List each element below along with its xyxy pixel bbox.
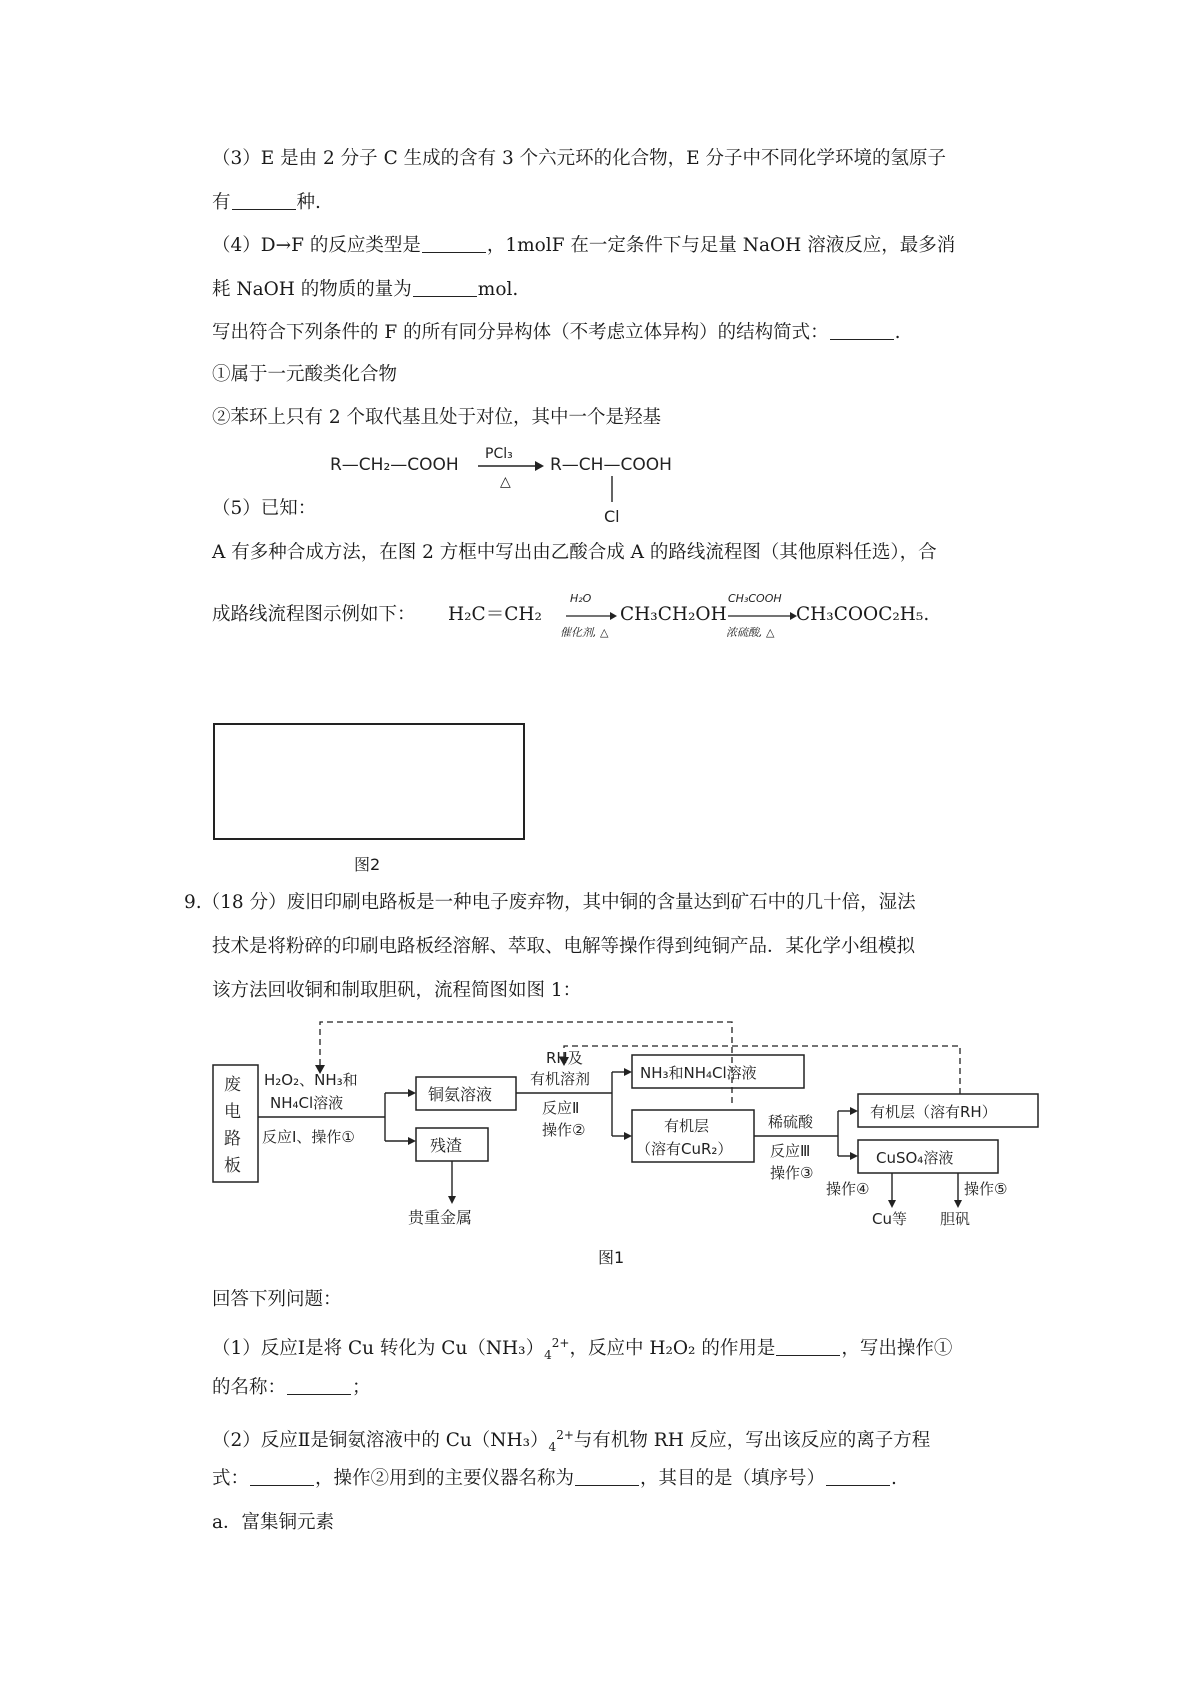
condition-1: ①属于一元酸类化合物 bbox=[212, 364, 398, 385]
arrowhead bbox=[448, 1196, 456, 1204]
start-char: 废 bbox=[224, 1075, 241, 1095]
copper-ammonia-label: 铜氨溶液 bbox=[428, 1085, 493, 1104]
arrowhead bbox=[624, 1068, 632, 1076]
arrowhead bbox=[954, 1200, 962, 1208]
op4-label: 操作④ bbox=[826, 1180, 870, 1198]
arrowhead bbox=[408, 1137, 416, 1145]
sub2-line2 bbox=[212, 1466, 897, 1492]
example-prefix: 成路线流程图示例如下： bbox=[212, 604, 416, 625]
answer-blank[interactable] bbox=[287, 1376, 351, 1395]
op5-label: 操作⑤ bbox=[964, 1180, 1008, 1198]
recycle-dashed-line-2 bbox=[564, 1046, 960, 1094]
reagent1-line1: H₂O₂、NH₃和 bbox=[264, 1071, 358, 1089]
reaction-reactant: R—CH₂—COOH bbox=[330, 455, 459, 475]
sub1-line2-prefix: 的名称： bbox=[212, 1377, 287, 1398]
reagent1-line2: NH₄Cl溶液 bbox=[270, 1094, 344, 1112]
sub2-line1 bbox=[212, 1422, 930, 1460]
ion-subscript: 4 bbox=[548, 1439, 557, 1454]
answer-blank[interactable] bbox=[413, 278, 477, 297]
q4-line2-suffix: mol. bbox=[477, 279, 519, 300]
answer-blank[interactable] bbox=[826, 1467, 890, 1486]
arrowhead bbox=[850, 1152, 858, 1160]
fig2-answer-box[interactable] bbox=[213, 723, 525, 840]
answer-intro: 回答下列问题： bbox=[212, 1289, 342, 1310]
q3-line2-prefix: 有 bbox=[212, 192, 231, 213]
isomer-line-prefix: 写出符合下列条件的 F 的所有同分异构体（不考虑立体异构）的结构简式： bbox=[212, 322, 829, 343]
q9-line3: 该方法回收铜和制取胆矾，流程简图如图 1： bbox=[212, 980, 582, 1001]
sub1-line1 bbox=[212, 1330, 952, 1368]
sub2-line2-prefix: 式： bbox=[212, 1468, 250, 1489]
sub1-line2 bbox=[212, 1375, 371, 1401]
example-reagent-1: H₂O bbox=[570, 592, 592, 605]
answer-blank[interactable] bbox=[250, 1467, 314, 1486]
cu-product-label: Cu等 bbox=[872, 1210, 907, 1228]
organic-layer-2-label: 有机层（溶有RH） bbox=[870, 1103, 997, 1121]
fig1-caption: 图1 bbox=[598, 1248, 625, 1267]
arrowhead bbox=[624, 1132, 632, 1140]
nh3-solution-label: NH₃和NH₄Cl溶液 bbox=[640, 1064, 757, 1082]
q3-line2-suffix: 种. bbox=[296, 192, 321, 213]
organic-layer-1-line2: （溶有CuR₂） bbox=[636, 1140, 733, 1158]
example-species-1: H₂C＝CH₂ bbox=[448, 604, 542, 625]
example-condition-1: 催化剂, △ bbox=[560, 626, 609, 639]
fig2-caption: 图2 bbox=[354, 855, 381, 874]
step3-line1: 反应Ⅲ bbox=[770, 1142, 811, 1160]
reaction-reagent: PCl₃ bbox=[485, 446, 513, 462]
ion-subscript: 4 bbox=[544, 1347, 552, 1362]
arrowhead bbox=[408, 1089, 416, 1097]
answer-blank[interactable] bbox=[422, 234, 486, 253]
known-reaction-diagram bbox=[320, 440, 740, 530]
ion-superscript: 2+ bbox=[556, 1428, 574, 1442]
q4-line1-suffix: ，1molF 在一定条件下与足量 NaOH 溶液反应，最多消 bbox=[486, 235, 956, 256]
sub2-line2-mid2: ，其目的是（填序号） bbox=[640, 1468, 826, 1489]
reagent3-label: 稀硫酸 bbox=[768, 1113, 814, 1131]
reaction-arrowhead bbox=[535, 461, 544, 471]
start-char: 板 bbox=[224, 1156, 241, 1176]
known-label: （5）已知： bbox=[212, 498, 317, 519]
q9-line2: 技术是将粉碎的印刷电路板经溶解、萃取、电解等操作得到纯铜产品．某化学小组模拟 bbox=[212, 936, 916, 957]
isomer-line-suffix: . bbox=[894, 322, 901, 343]
reaction-chlorine: Cl bbox=[604, 507, 620, 526]
start-char: 路 bbox=[224, 1129, 241, 1149]
q9-line1: 9.（18 分）废旧印刷电路板是一种电子废弃物，其中铜的含量达到矿石中的几十倍，湿法 bbox=[184, 892, 916, 913]
residue-label: 残渣 bbox=[430, 1136, 463, 1155]
sub1-line2-suffix: ； bbox=[352, 1377, 371, 1398]
sub1-middle: ，反应中 H₂O₂ 的作用是 bbox=[569, 1338, 776, 1360]
q3-line2 bbox=[212, 190, 321, 216]
example-arrow-1 bbox=[560, 590, 622, 642]
q4-line1 bbox=[212, 233, 955, 259]
cuso4-label: CuSO₄溶液 bbox=[876, 1149, 954, 1167]
answer-blank[interactable] bbox=[575, 1467, 639, 1486]
start-char: 电 bbox=[224, 1102, 241, 1122]
reaction-condition: △ bbox=[500, 474, 511, 490]
step3-line2: 操作③ bbox=[770, 1164, 814, 1182]
reagent2-line2: 有机溶剂 bbox=[530, 1070, 591, 1088]
condition-2: ②苯环上只有 2 个取代基且处于对位，其中一个是羟基 bbox=[212, 407, 662, 428]
q4-line2-prefix: 耗 NaOH 的物质的量为 bbox=[212, 279, 412, 300]
example-species-3: CH₃COOC₂H₅. bbox=[796, 604, 930, 625]
reaction-product: R—CH—COOH bbox=[550, 455, 672, 475]
precious-metal-label: 贵重金属 bbox=[408, 1208, 473, 1227]
answer-blank[interactable] bbox=[776, 1337, 840, 1356]
example-arrow-2 bbox=[722, 590, 802, 642]
example-species-2: CH₃CH₂OH bbox=[620, 604, 727, 625]
sub2-prefix: （2）反应Ⅱ是铜氨溶液中的 Cu（NH₃） bbox=[212, 1430, 549, 1452]
recycle-dashed-line-1 bbox=[320, 1022, 732, 1103]
answer-blank[interactable] bbox=[232, 191, 296, 210]
flow-diagram bbox=[200, 1010, 1080, 1230]
sub1-suffix: ，写出操作① bbox=[841, 1338, 953, 1360]
arrowhead bbox=[610, 612, 617, 620]
sub2-line2-suffix: . bbox=[891, 1468, 897, 1489]
step2-line1: 反应Ⅱ bbox=[542, 1099, 580, 1117]
sub2-line2-mid1: ，操作②用到的主要仪器名称为 bbox=[315, 1468, 575, 1489]
q4-line2 bbox=[212, 277, 518, 303]
step1-label: 反应Ⅰ、操作① bbox=[262, 1128, 355, 1146]
sub1-prefix: （1）反应Ⅰ是将 Cu 转化为 Cu（NH₃） bbox=[212, 1338, 545, 1360]
organic-layer-1-line1: 有机层 bbox=[664, 1117, 710, 1135]
q5-line1: A 有多种合成方法，在图 2 方框中写出由乙酸合成 A 的路线流程图（其他原料任选），合 bbox=[212, 542, 937, 563]
example-condition-2: 浓硫酸, △ bbox=[726, 626, 775, 639]
example-reagent-2: CH₃COOH bbox=[728, 592, 782, 605]
isomer-line bbox=[212, 320, 901, 346]
q4-line1-prefix: （4）D→F 的反应类型是 bbox=[212, 235, 421, 256]
option-a: a．富集铜元素 bbox=[212, 1512, 335, 1533]
arrowhead bbox=[850, 1107, 858, 1115]
q3-line1: （3）E 是由 2 分子 C 生成的含有 3 个六元环的化合物，E 分子中不同化学环境的氢原子 bbox=[212, 148, 947, 169]
vitriol-label: 胆矾 bbox=[940, 1210, 971, 1228]
step2-line2: 操作② bbox=[542, 1121, 586, 1139]
reagent2-line1: RH及 bbox=[546, 1049, 583, 1067]
sub2-suffix: 与有机物 RH 反应，写出该反应的离子方程 bbox=[573, 1430, 931, 1452]
answer-blank[interactable] bbox=[830, 321, 894, 340]
ion-superscript: 2+ bbox=[551, 1336, 570, 1350]
arrowhead bbox=[888, 1200, 896, 1208]
